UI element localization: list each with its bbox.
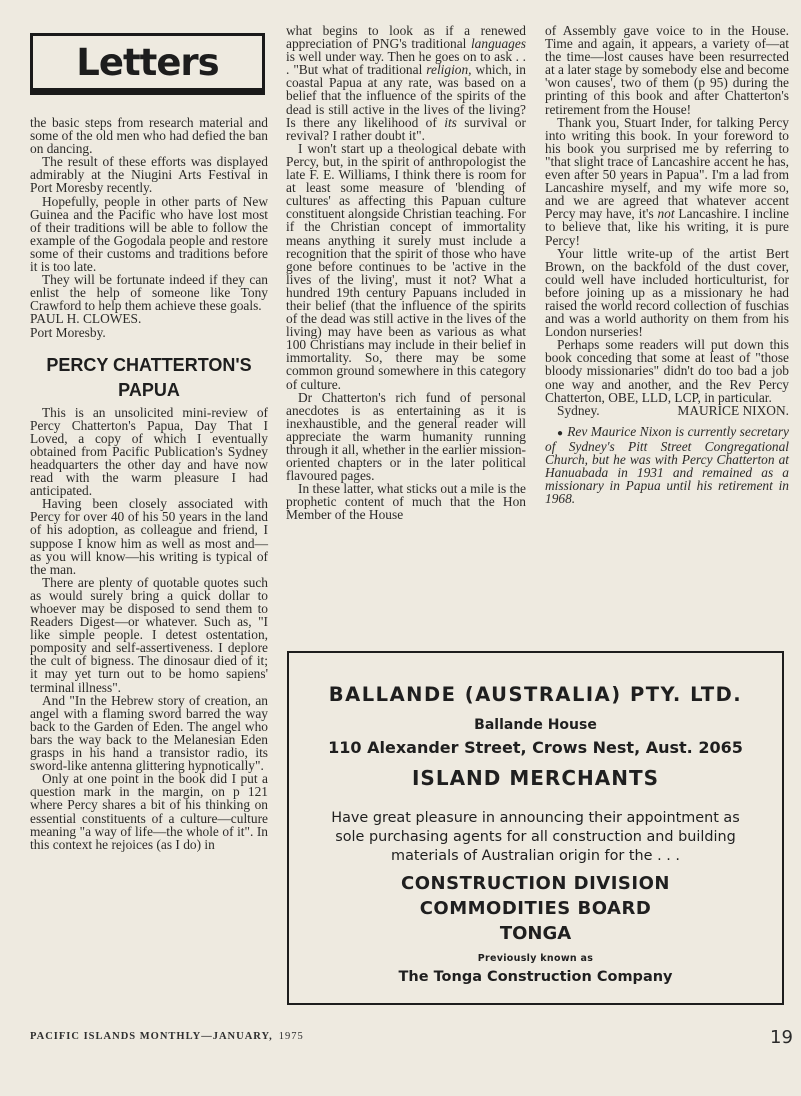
text-run: Thank you, Stuart Inder, for talking Percy into writing this book. In your foreword to his book you surprised me by referring to "that slight trace of Lancashire accent he has, even after 50 years in Papua". I'm a lad from Lancashire myself, and my wife more so, and we are agreed that whatever accent Percy may have, it's bbox=[545, 114, 789, 222]
column-1 bbox=[30, 116, 268, 851]
ad-tagline: ISLAND MERCHANTS bbox=[411, 766, 659, 790]
signature-clowes: PAUL H. CLOWES. bbox=[30, 311, 142, 327]
paragraph: Your little write-up of the artist Bert Brown, on the backfold of the dust cover, could well have included horticulturist, for before joining up as a missionary he had raised the world record collection of fuschias and was a world authority on them from his London nurseries! bbox=[545, 245, 789, 340]
signature-nixon: MAURICE NIXON. bbox=[677, 402, 789, 418]
paragraph: Only at one point in the book did I put a question mark in the margin, on p 121 where Percy shares a bit of his thinking on essential constituents of a culture—culture meaning "a way of life—the whole of it". In this context he rejoices (as I do) in bbox=[30, 771, 268, 852]
ad-company-name: BALLANDE (AUSTRALIA) PTY. LTD. bbox=[328, 683, 743, 706]
note-text: Rev Maurice Nixon is currently secretary of Sydney's Pitt Street Congregational Church, but he was with Percy Chatterton at Hanuabada in 1931 and remained as a missionary in Papua until his retirement in 1968. bbox=[545, 423, 789, 507]
letters-header-box bbox=[30, 33, 265, 95]
text-run: what begins to look as if a renewed appreciation of PNG's traditional bbox=[286, 23, 526, 52]
paragraph: of Assembly gave voice to in the House. Time and again, it appears, a variety of—at the time—lost causes have been resurrected at a later stage by somebody else and become 'won causes', two of them (p 95) during the printing of this book and after Chatterton's retirement from the House! bbox=[545, 23, 789, 117]
column-2 bbox=[286, 24, 526, 522]
section-title: Letters bbox=[76, 40, 219, 84]
ad-address: 110 Alexander Street, Crows Nest, Aust. 2065 bbox=[328, 738, 743, 757]
paragraph: There are plenty of quotable quotes such as would surely bring a quick dollar to whoever may be disposed to send them to Readers Digest—or whatever. Such as, "I like simple people. I detest ostentation, pomposity and self-assertiveness. I deplore the cult of bigness. The dinosaur died of it; it may yet turn out to be homo sapiens' terminal illness". bbox=[30, 574, 268, 695]
ad-previously-label: Previously known as bbox=[477, 953, 594, 964]
bullet-icon: ● bbox=[557, 427, 564, 439]
paragraph bbox=[286, 24, 526, 142]
publication-name: PACIFIC ISLANDS MONTHLY—JANUARY, bbox=[30, 1031, 273, 1042]
ad-division-line-2: COMMODITIES BOARD bbox=[419, 898, 652, 919]
italic-run: religion, bbox=[426, 62, 472, 78]
text-run: Lancashire. I incline to believe that, like his writing, it is pure Percy! bbox=[545, 206, 789, 248]
ad-body-text: Have great pleasure in announcing their appointment as sole purchasing agents for all construction and building materials of Australian origin for the . . . bbox=[331, 810, 740, 864]
text-run: which, in coastal Papua at any rate, was based on a belief that the influence of the spirits of the dead is still active in the lives of the living? Is there any likelihood of bbox=[286, 62, 526, 130]
page-footer bbox=[30, 1031, 304, 1042]
paragraph: The result of these efforts was displayed admirably at the Niugini Arts Festival in Port Moresby recently. bbox=[30, 154, 268, 196]
editor-note bbox=[545, 425, 789, 506]
advertisement-box bbox=[287, 651, 784, 1005]
paragraph: Having been closely associated with Percy for over 40 of his 50 years in the land of his adoption, as colleague and friend, I suppose I know him as well as most and—as you will know—his writing is typical of the man. bbox=[30, 496, 268, 577]
place-sydney: Sydney. bbox=[557, 402, 600, 418]
paragraph bbox=[545, 116, 789, 247]
article-heading: PERCY CHATTERTON'S PAPUA bbox=[46, 354, 252, 400]
signature-row bbox=[545, 404, 789, 417]
paragraph: This is an unsolicited mini-review of Percy Chatterton's Papua, Day That I Loved, a copy of which I eventually obtained from Pacific Publication's Sydney headquarters the other day and have now read with the warm pleasure I had anticipated. bbox=[30, 404, 268, 499]
text-run: is well under way. Then he goes on to ask . . . "But what of traditional bbox=[286, 49, 526, 78]
paragraph: the basic steps from research material and some of the old men who had defied the ban on dancing. bbox=[30, 115, 268, 157]
text-run: survival or revival? I rather doubt it". bbox=[286, 114, 526, 143]
page-number: 19 bbox=[770, 1027, 793, 1048]
italic-run: not bbox=[657, 206, 675, 222]
italic-run: languages bbox=[470, 36, 526, 52]
italic-run: its bbox=[444, 114, 457, 130]
paragraph: Hopefully, people in other parts of New Guinea and the Pacific who have lost most of their traditions will be able to follow the example of the Gogodala people and restore some of their customs and traditions before it is too late. bbox=[30, 193, 268, 275]
paragraph: And "In the Hebrew story of creation, an angel with a flaming sword barred the way back to the Garden of Eden. The angel who bars the way back to the Melanesian Eden grasps in his hand a transistor radio, its sword-like antenna glittering hypnotically". bbox=[30, 692, 268, 774]
ad-division-line-3: TONGA bbox=[499, 923, 572, 944]
paragraph: They will be fortunate indeed if they can enlist the help of someone like Tony Crawford to help them achieve these goals. bbox=[30, 272, 268, 314]
paragraph: Dr Chatterton's rich fund of personal anecdotes is as entertaining as it is inexhaustible, and the general reader will appreciate the warm humanity running through it all, whether in the earlier mission-oriented chapters or in the later political flavoured pages. bbox=[286, 389, 526, 484]
paragraph: In these latter, what sticks out a mile is the prophetic content of much that the Hon Member of the House bbox=[286, 481, 526, 523]
paragraph: I won't start up a theological debate with Percy, but, in the spirit of anthropologist the late F. E. Williams, I think there is room for at least some measure of 'blending of cultures' as affecting this Papuan culture constituent alongside Christian teaching. For if the Christian concept of immortality means anything it surely must include a recognition that the spirit of those who have gone before continues to be 'active in the lives of the living', must it not? What a hundred 19th century Papuans included in their belief (that the influence of the spirits of the dead was still active in the lives of the living) may have been as various as what 100 Christians may include in their belief in immortality. So, there may be some common ground somewhere in this category of culture. bbox=[286, 140, 526, 392]
place-port-moresby: Port Moresby. bbox=[30, 324, 106, 340]
ad-house-name: Ballande House bbox=[474, 717, 597, 733]
ad-former-name: The Tonga Construction Company bbox=[398, 969, 673, 985]
ad-division-line-1: CONSTRUCTION DIVISION bbox=[401, 873, 670, 894]
publication-year: 1975 bbox=[278, 1031, 304, 1042]
column-3 bbox=[545, 24, 789, 505]
paragraph: Perhaps some readers will put down this book conceding that some at least of "those bloody missionaries" didn't do too bad a job one way and another, and the Rev Percy Chatterton, OBE, LLD, LCP, in particular. bbox=[545, 337, 789, 405]
